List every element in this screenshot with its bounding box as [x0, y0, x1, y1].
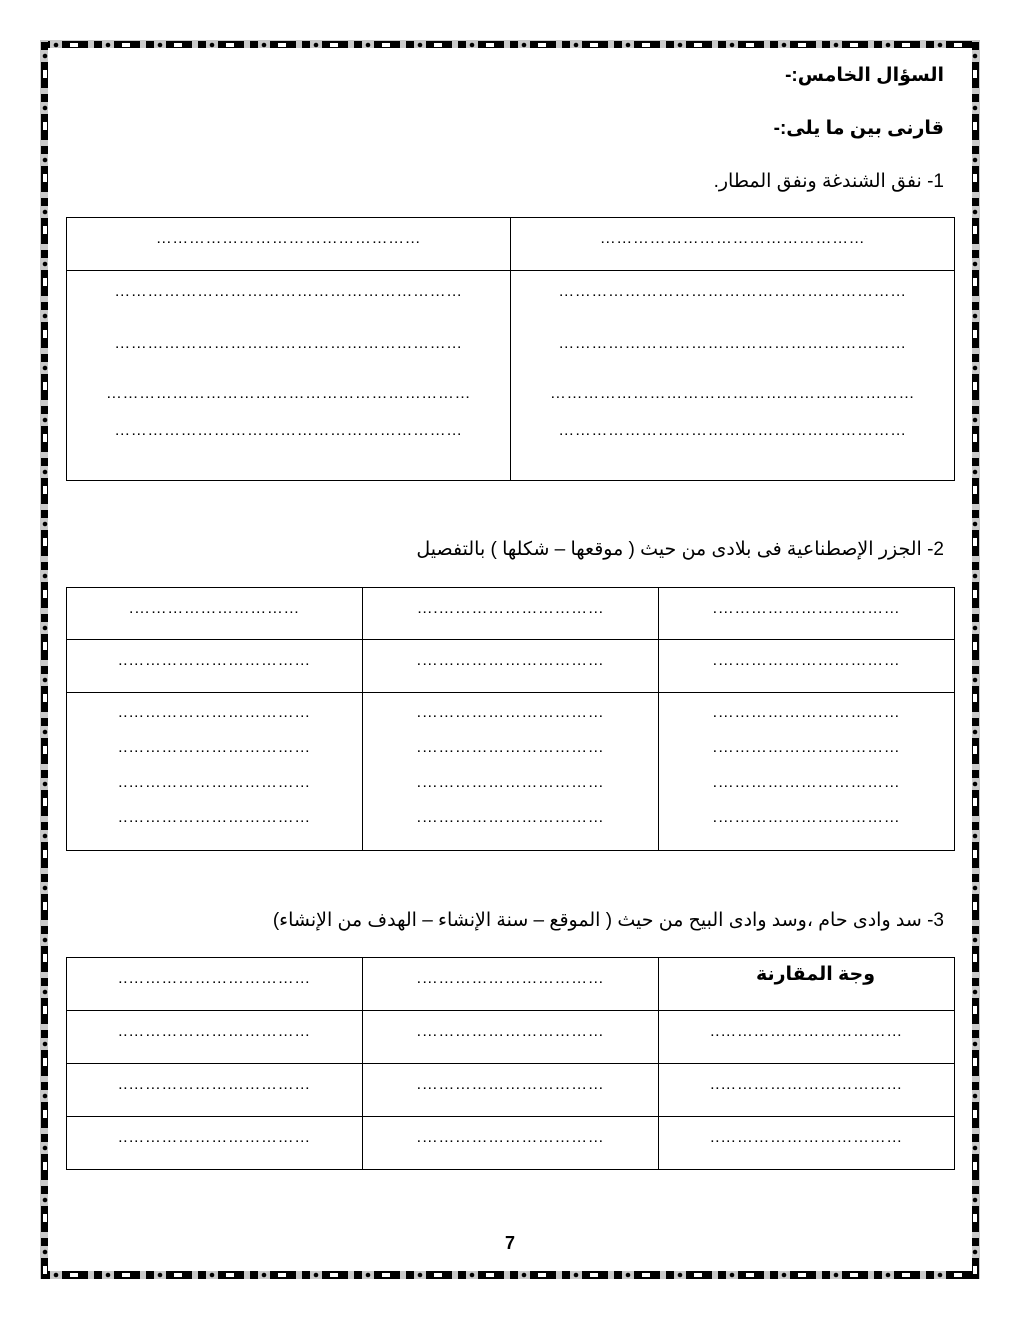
q3-cell[interactable]: …………………………….: [363, 1064, 659, 1117]
q2-header-cell[interactable]: ………………………….…: [363, 588, 659, 640]
q2-cell[interactable]: …………………………….: [363, 640, 659, 693]
q2-cell[interactable]: ……………………………. ……………………………. ……………………………. …………………………….: [363, 693, 659, 851]
q3-row: [67, 1011, 955, 1064]
q3-row: [67, 1064, 955, 1117]
q1-header-cell[interactable]: …………………………………………: [67, 218, 511, 271]
q2-cell[interactable]: ……………………………. ……………………………. ……………………………. …………………………….: [659, 693, 955, 851]
q2-header-row: [67, 588, 955, 640]
q2-row: [67, 640, 955, 693]
q3-header-cell[interactable]: …………………………….: [363, 958, 659, 1011]
q3-table: [66, 957, 955, 1170]
q2-title: 2- الجزر الإصطناعية فى بلادى من حيث ( موقعها – شكلها ) بالتفصيل: [416, 539, 944, 560]
q3-cell[interactable]: ……………………………..: [67, 1011, 363, 1064]
q3-cell[interactable]: ……………………………..: [659, 1117, 955, 1170]
q3-cell[interactable]: …………………………….: [363, 1011, 659, 1064]
q3-cell[interactable]: …………………………….: [363, 1117, 659, 1170]
q1-body-row: [67, 271, 955, 481]
q3-header-row: [67, 958, 955, 1011]
page-number: 7: [504, 1233, 515, 1253]
q2-header-cell[interactable]: ………………………….: [67, 588, 363, 640]
q2-cell[interactable]: ……………………………..: [67, 640, 363, 693]
q1-header-cell[interactable]: …………………………………………: [511, 218, 955, 271]
q3-title: 3- سد وادى حام ،وسد وادى البيح من حيث ( الموقع – سنة الإنشاء – الهدف من الإنشاء): [272, 910, 944, 931]
q2-cell[interactable]: …………………………….: [659, 640, 955, 693]
q1-title: 1- نفق الشندغة ونفق المطار.: [713, 171, 944, 192]
q1-body-cell[interactable]: ……………………………………………………… ……………………………………………………… ………………………………………………………… ………………………………………………………: [511, 271, 955, 481]
q1-table: [66, 217, 955, 481]
q3-row: [67, 1117, 955, 1170]
question-heading: السؤال الخامس:-: [785, 65, 944, 86]
q3-cell[interactable]: ……………………………..: [659, 1011, 955, 1064]
q1-header-row: [67, 218, 955, 271]
q3-cell[interactable]: ……………………………..: [67, 1064, 363, 1117]
q3-header-label-cell: [659, 958, 955, 1011]
q3-cell[interactable]: ……………………………..: [67, 1117, 363, 1170]
q2-header-cell[interactable]: …………………………….: [659, 588, 955, 640]
q2-row: [67, 693, 955, 851]
q3-cell[interactable]: ……………………………..: [659, 1064, 955, 1117]
q2-cell[interactable]: …………………………….. …………………………….. …………………………….. ……………………………..: [67, 693, 363, 851]
instruction-text: قارنى بين ما يلى:-: [773, 118, 944, 139]
q2-table: [66, 587, 955, 851]
q1-body-cell[interactable]: ……………………………………………………… ……………………………………………………… ………………………………………………………… ………………………………………………………: [67, 271, 511, 481]
q3-header-cell[interactable]: ……………………………..: [67, 958, 363, 1011]
comparison-aspect-label: وجة المقارنة: [755, 964, 876, 985]
